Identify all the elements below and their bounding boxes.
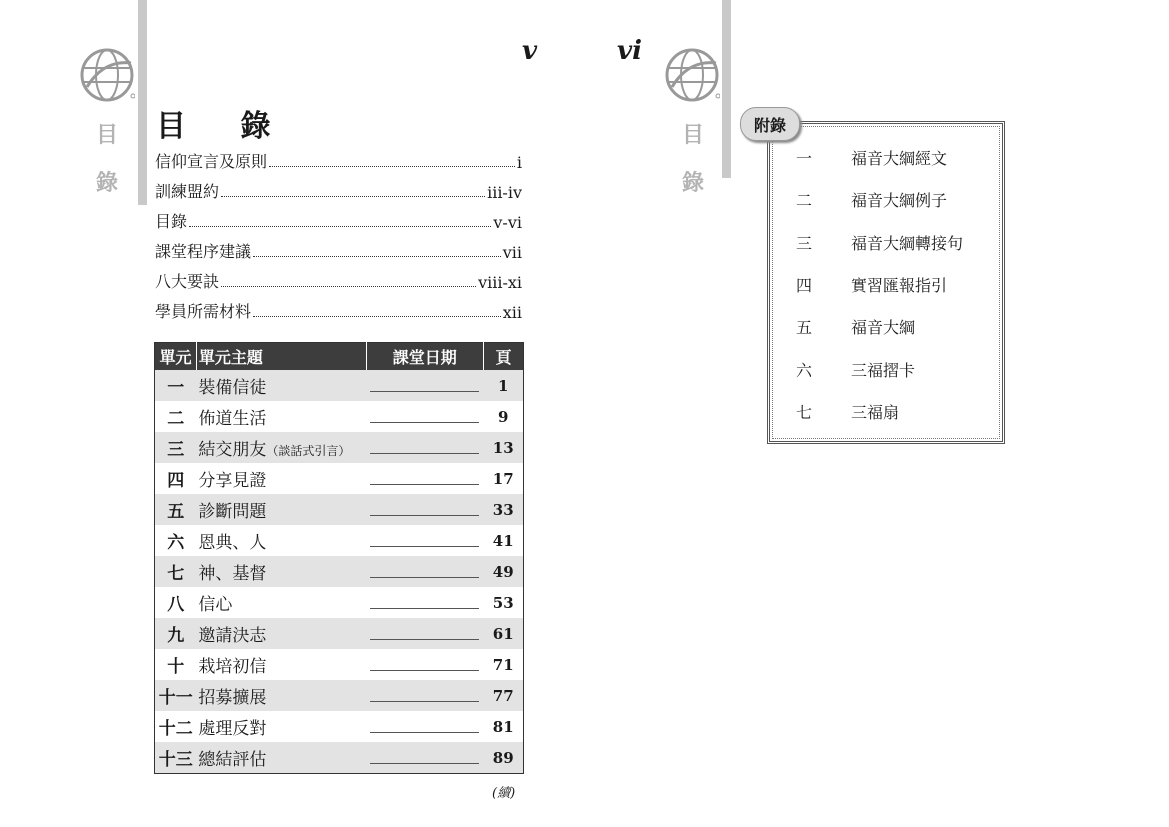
unit-topic: 總結評估 [198,750,267,770]
side-label-top-right: 目 [681,123,704,148]
unit-topic: 恩典、人 [198,533,267,553]
toc-entry-label: 學員所需材料 [155,302,252,321]
toc-entry-label: 目錄 [155,212,188,231]
date-underline [370,577,479,578]
unit-number: 十一 [155,680,197,711]
unit-topic-cell [196,649,366,680]
unit-page: 9 [483,401,523,432]
toc-leader-dots [221,286,476,287]
class-date-blank [366,494,483,525]
date-underline [370,546,479,547]
appendix-title: 福音大綱 [851,318,916,338]
continued-note: (續) [492,786,516,801]
date-underline [370,453,479,454]
unit-number: 十 [155,649,197,680]
toc-entry [155,240,522,262]
unit-number: 九 [155,618,197,649]
unit-number: 四 [155,463,197,494]
unit-page: 17 [483,463,523,494]
unit-page: 71 [483,649,523,680]
appendix-title: 實習匯報指引 [851,275,948,295]
unit-number: 十三 [155,742,197,774]
unit-topic-cell [196,680,366,711]
toc-entry [155,270,522,292]
unit-topic-cell [196,618,366,649]
class-date-blank [366,370,483,401]
unit-topic-note: （談話式引言） [266,444,351,458]
unit-page: 53 [483,587,523,618]
toc-entry-label: 課堂程序建議 [155,242,252,261]
table-row [155,494,524,525]
unit-number: 五 [155,494,197,525]
toc-leader-dots [253,256,501,257]
date-underline [370,763,479,764]
toc-leader-dots [253,316,501,317]
toc-entry [155,150,522,172]
unit-number: 一 [155,370,197,401]
unit-topic: 裝備信徒 [198,378,267,398]
unit-number: 二 [155,401,197,432]
unit-topic-cell [196,370,366,401]
unit-page: 49 [483,556,523,587]
date-underline [370,422,479,423]
appendix-number: 三 [796,233,813,253]
side-label-bottom-right: 錄 [681,171,704,196]
unit-number: 十二 [155,711,197,742]
table-row [155,463,524,494]
toc-entry-page: vii [502,243,522,262]
unit-page: 1 [483,370,523,401]
table-row [155,649,524,680]
table-row [155,711,524,742]
table-row [155,587,524,618]
appendix-title: 福音大綱例子 [851,191,948,211]
date-underline [370,732,479,733]
unit-number: 六 [155,525,197,556]
date-underline [370,701,479,702]
unit-page: 41 [483,525,523,556]
date-underline [370,670,479,671]
table-row [155,742,524,774]
date-underline [370,515,479,516]
unit-topic-cell [196,525,366,556]
header-page: 頁 [483,343,523,371]
unit-page: 61 [483,618,523,649]
page-number: v [522,36,538,66]
unit-topic: 佈道生活 [198,409,267,429]
appendix-title: 三福摺卡 [851,360,916,380]
header-topic: 單元主題 [196,343,366,371]
unit-number: 七 [155,556,197,587]
date-underline [370,391,479,392]
side-label-top: 目 [95,123,118,148]
toc-entry-label: 訓練盟約 [155,182,220,201]
class-date-blank [366,649,483,680]
date-underline [370,639,479,640]
unit-topic: 處理反對 [198,719,267,739]
appendix-title: 三福扇 [851,402,900,422]
unit-topic-cell [196,463,366,494]
appendix-title: 福音大綱經文 [851,149,948,168]
date-underline [370,608,479,609]
unit-topic: 診斷問題 [198,502,267,522]
page-title: 目 錄 [156,109,293,144]
class-date-blank [366,742,483,774]
unit-page: 33 [483,494,523,525]
unit-topic-cell [196,711,366,742]
unit-page: 81 [483,711,523,742]
class-date-blank [366,556,483,587]
table-row [155,525,524,556]
appendix-number: 六 [796,360,813,380]
unit-topic-cell [196,587,366,618]
table-header-row [155,343,524,371]
unit-topic: 結交朋友 [198,440,267,460]
toc-entry [155,210,522,232]
table-row [155,618,524,649]
class-date-blank [366,618,483,649]
table-row [155,370,524,401]
toc-entry-page: iii-iv [487,183,522,202]
table-row [155,432,524,463]
header-date: 課堂日期 [366,343,483,371]
unit-page: 77 [483,680,523,711]
left-margin-bar [138,0,147,205]
appendix-number: 二 [796,191,813,211]
globe-logo-icon [664,47,720,103]
unit-number: 八 [155,587,197,618]
toc-entry [155,300,522,322]
table-row [155,401,524,432]
unit-topic: 栽培初信 [198,657,267,677]
table-row [155,556,524,587]
right-margin-bar [722,0,731,178]
class-date-blank [366,680,483,711]
class-date-blank [366,711,483,742]
unit-topic-cell [196,432,366,463]
toc-leader-dots [221,196,485,197]
unit-topic: 分享見證 [198,471,267,491]
class-date-blank [366,401,483,432]
globe-logo-icon [79,47,135,103]
toc-leader-dots [269,166,515,167]
appendix-number: 四 [796,275,813,295]
page-number-right: vi [617,36,642,66]
toc-entry-page: i [516,153,522,172]
unit-topic-cell [196,742,366,774]
unit-topic-cell [196,494,366,525]
appendix-number: 七 [796,402,813,422]
unit-topic-cell [196,401,366,432]
appendix-tab: 附錄 [740,107,800,141]
unit-topic: 信心 [198,595,233,615]
toc-entry-page: v-vi [493,213,522,232]
toc-leader-dots [189,226,491,227]
unit-topic: 神、基督 [198,564,267,584]
unit-topic-cell [196,556,366,587]
toc-entry-label: 八大要訣 [155,272,220,291]
toc-entry-page: xii [502,303,522,322]
class-date-blank [366,463,483,494]
appendix-title: 福音大綱轉接句 [851,233,964,253]
units-table [154,342,524,774]
class-date-blank [366,432,483,463]
unit-page: 13 [483,432,523,463]
table-row [155,680,524,711]
unit-page: 89 [483,742,523,774]
unit-topic: 招募擴展 [198,688,267,708]
toc-entry-label: 信仰宣言及原則 [155,152,268,171]
appendix-number: 一 [796,149,813,168]
header-unit: 單元 [155,343,197,371]
date-underline [370,484,479,485]
toc-entry [155,180,522,202]
unit-number: 三 [155,432,197,463]
unit-topic: 邀請決志 [198,626,267,646]
toc-entry-page: viii-xi [478,273,522,292]
side-label-bottom: 錄 [95,171,118,196]
appendix-number: 五 [796,318,813,338]
class-date-blank [366,525,483,556]
class-date-blank [366,587,483,618]
